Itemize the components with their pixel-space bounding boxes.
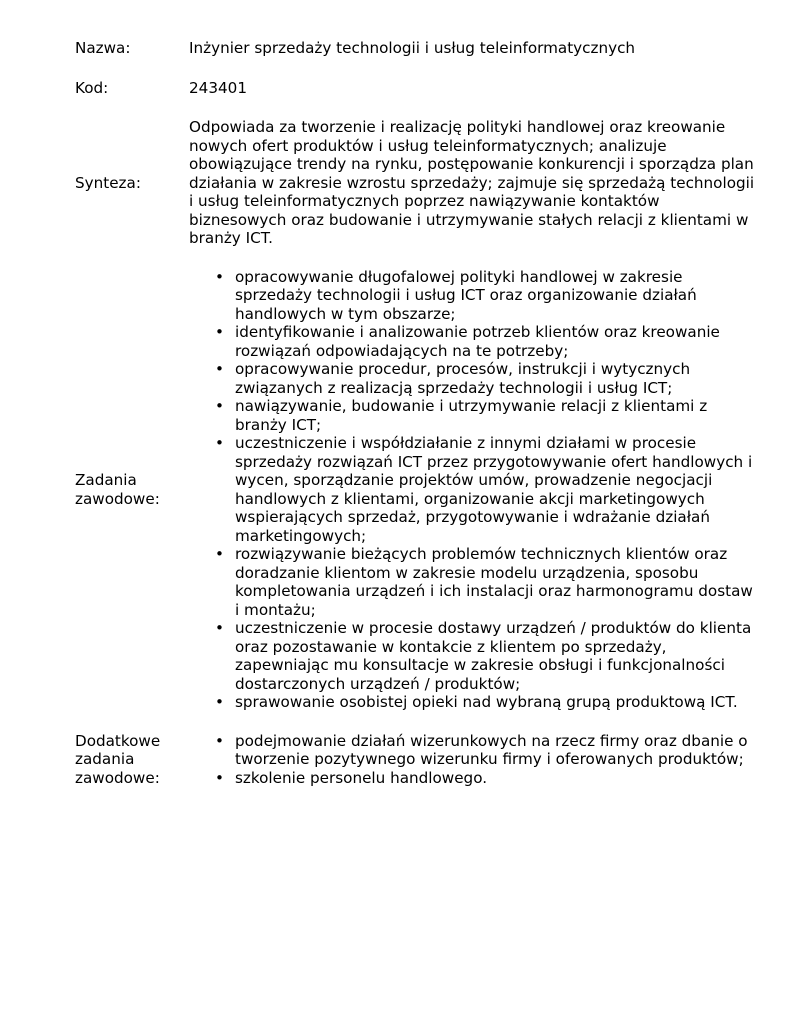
list-item: • uczestniczenie i współdziałanie z innymi działami w procesie sprzedaży rozwiązań ICT przez przygotowywanie ofert handlowych i wycen, sporządzanie projektów umów, prowadzenie negocjacji handlowych z klientami, organizowanie akcji marketingowych wspierających sprzedaż, przygotowywanie i wdrażanie działań marketingowych;: [215, 434, 759, 545]
list-item: • uczestniczenie w procesie dostawy urządzeń / produktów do klienta oraz pozostawanie w kontakcie z klientem po sprzedaży, zapewniając mu konsultacje w zakresie obsługi i funkcjonalności dostarczonych urządzeń / produktów;: [215, 619, 759, 693]
tasks-label: Zadania zawodowe:: [75, 471, 160, 508]
tasks-value: [189, 268, 759, 712]
tasks-list: [189, 268, 759, 712]
tasks-row: [75, 268, 765, 712]
additional-tasks-value: [189, 732, 759, 788]
code-label: Kod:: [75, 78, 109, 97]
code-value: 243401: [189, 78, 247, 97]
list-item: • opracowywanie długofalowej polityki handlowej w zakresie sprzedaży technologii i usług ICT oraz organizowanie działań handlowych w tym obszarze;: [215, 268, 759, 324]
list-item: • sprawowanie osobistej opieki nad wybraną grupą produktową ICT.: [215, 693, 759, 712]
list-item: • identyfikowanie i analizowanie potrzeb klientów oraz kreowanie rozwiązań odpowiadających na te potrzeby;: [215, 323, 759, 360]
additional-tasks-row: [75, 732, 765, 788]
code-row: [75, 78, 765, 98]
synthesis-label: Synteza:: [75, 173, 141, 192]
additional-tasks-list: [189, 732, 759, 788]
name-label: Nazwa:: [75, 38, 131, 57]
list-item: • opracowywanie procedur, procesów, instrukcji i wytycznych związanych z realizacją sprzedaży technologii i usług ICT;: [215, 360, 759, 397]
occupation-document: [75, 38, 765, 787]
synthesis-row: [75, 118, 765, 248]
list-item: • rozwiązywanie bieżących problemów technicznych klientów oraz doradzanie klientom w zakresie modelu urządzenia, sposobu kompletowania urządzeń i ich instalacji oraz harmonogramu dostaw i montażu;: [215, 545, 759, 619]
name-row: [75, 38, 765, 58]
additional-tasks-label: Dodatkowe zadania zawodowe:: [75, 731, 161, 787]
synthesis-value: Odpowiada za tworzenie i realizację polityki handlowej oraz kreowanie nowych ofert produktów i usług teleinformatycznych; analizuje obowiązujące trendy na rynku, postępowanie konkurencji i sporządza plan działania w zakresie wzrostu sprzedaży; zajmuje się sprzedażą technologii i usług teleinformatycznych poprzez nawiązywanie kontaktów biznesowych oraz budowanie i utrzymywanie stałych relacji z klientami w branży ICT.: [189, 118, 755, 247]
list-item: • nawiązywanie, budowanie i utrzymywanie relacji z klientami z branży ICT;: [215, 397, 759, 434]
list-item: • szkolenie personelu handlowego.: [215, 769, 759, 788]
name-value: Inżynier sprzedaży technologii i usług teleinformatycznych: [189, 38, 636, 57]
list-item: • podejmowanie działań wizerunkowych na rzecz firmy oraz dbanie o tworzenie pozytywnego wizerunku firmy i oferowanych produktów;: [215, 732, 759, 769]
